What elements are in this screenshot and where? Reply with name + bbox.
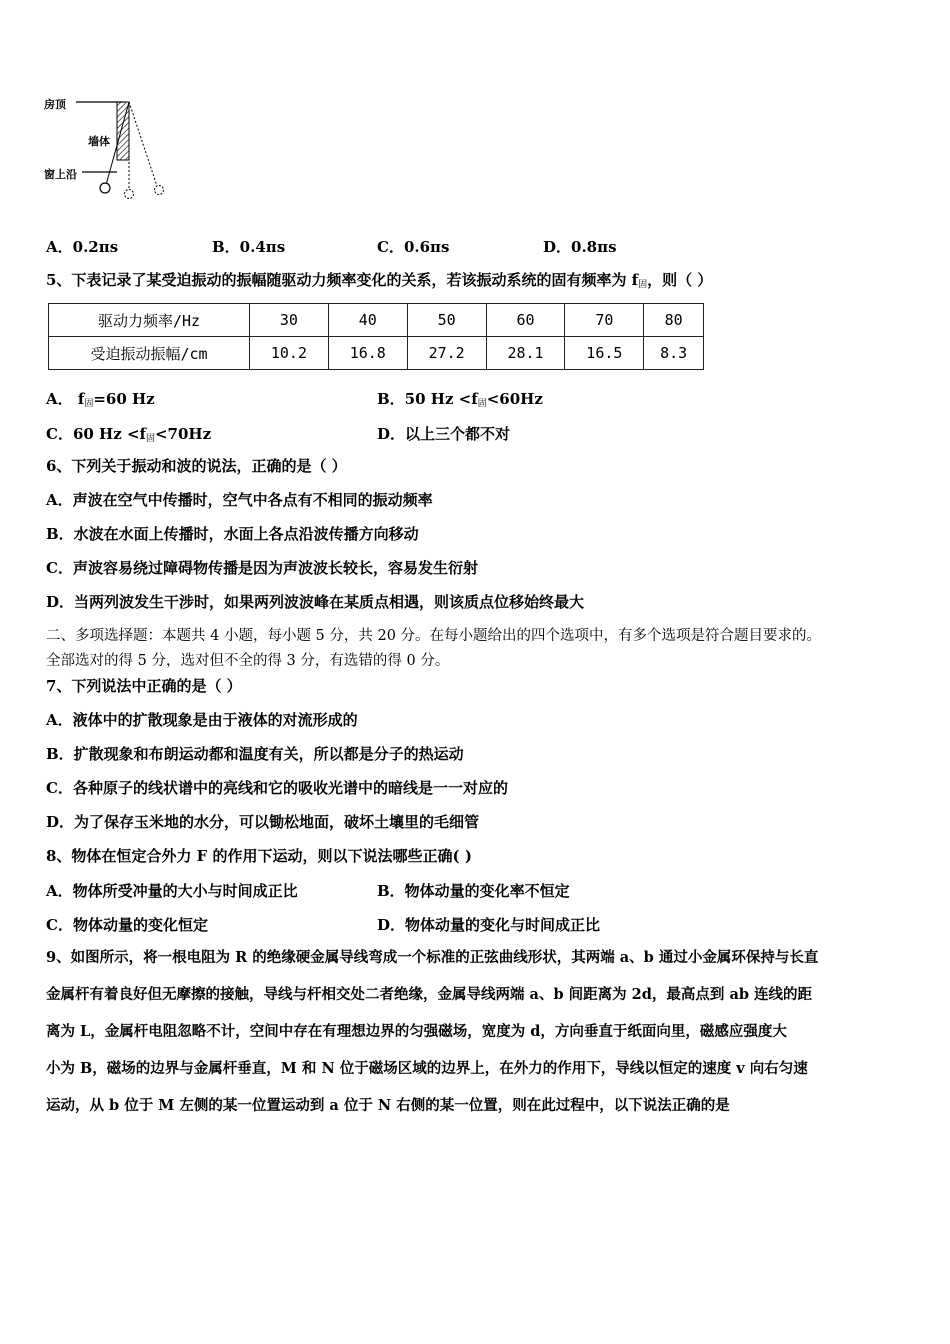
q7-option-b: B．扩散现象和布朗运动都和温度有关，所以都是分子的热运动: [46, 745, 464, 763]
q6-option-d: D．当两列波发生干涉时，如果两列波波峰在某质点相遇，则该质点位移始终最大: [46, 593, 585, 611]
q7-option-d: D．为了保存玉米地的水分，可以锄松地面，破坏土壤里的毛细管: [46, 813, 480, 831]
table-cell: 60: [486, 304, 565, 337]
q9-line-4: 小为 B，磁场的边界与金属杆垂直，M 和 N 位于磁场区域的边界上，在外力的作用下，导线以恒定的速度 v 向右匀速: [46, 1060, 808, 1077]
q4-option-a: A．0.2πs: [46, 238, 119, 256]
wall: [117, 102, 129, 160]
q9-line-2: 金属杆有着良好但无摩擦的接触，导线与杆相交处二者绝缘，金属导线两端 a、b 间距离为 2d，最高点到 ab 连线的距: [46, 986, 813, 1003]
table-cell: 8.3: [644, 337, 704, 370]
table-cell: 10.2: [250, 337, 329, 370]
table-header-amplitude: 受迫振动振幅/cm: [49, 337, 250, 370]
pendulum-figure: [40, 92, 180, 207]
q8-option-a: A．物体所受冲量的大小与时间成正比: [46, 882, 298, 900]
pendulum-bob: [100, 183, 110, 193]
q5-option-c: C．60 $Hz <f_固<70Hz$: [46, 425, 212, 444]
table-cell: 70: [565, 304, 644, 337]
pendulum-string-dashed-2: [129, 102, 157, 186]
table-cell: 40: [328, 304, 407, 337]
q4-option-c: C．0.6πs: [377, 238, 450, 256]
q9-line-1: 9、如图所示，将一根电阻为 R 的绝缘硬金属导线弯成一个标准的正弦曲线形状，其两端 a、b 通过小金属环保持与长直: [46, 949, 819, 966]
table-cell: 16.8: [328, 337, 407, 370]
section2-heading-line1: 二、多项选择题：本题共 4 小题，每小题 5 分，共 20 分。在每小题给出的四个选项中，有多个选项是符合题目要求的。: [46, 628, 822, 644]
label-roof: 房顶: [44, 98, 66, 111]
q6-stem: 6、下列关于振动和波的说法，正确的是（ ）: [46, 457, 347, 475]
q5-option-b: B．50 $Hz <f_固<60Hz$: [377, 390, 543, 409]
q8-option-d: D．物体动量的变化与时间成正比: [377, 916, 601, 934]
table-cell: 80: [644, 304, 704, 337]
q4-option-b: B．0.4πs: [212, 238, 286, 256]
table-cell: 50: [407, 304, 486, 337]
label-wall: 墙体: [88, 135, 110, 148]
q8-stem: 8、物体在恒定合外力 F 的作用下运动，则以下说法哪些正确( ): [46, 847, 472, 865]
q8-option-c: C．物体动量的变化恒定: [46, 916, 208, 934]
pendulum-bob-dashed-1: [125, 190, 134, 199]
q9-line-3: 离为 L，金属杆电阻忽略不计，空间中存在有理想边界的匀强磁场，宽度为 d，方向垂直于纸面向里，磁感应强度大: [46, 1023, 787, 1040]
table-cell: 30: [250, 304, 329, 337]
q6-option-a: A．声波在空气中传播时，空气中各点有不相同的振动频率: [46, 491, 433, 509]
q4-option-d: D．0.8πs: [543, 238, 617, 256]
q7-stem: 7、下列说法中正确的是（ ）: [46, 677, 242, 695]
q6-option-b: B．水波在水面上传播时，水面上各点沿波传播方向移动: [46, 525, 419, 543]
q6-option-c: C．声波容易绕过障碍物传播是因为声波波长较长，容易发生衍射: [46, 559, 478, 577]
q7-option-c: C．各种原子的线状谱中的亮线和它的吸收光谱中的暗线是一一对应的: [46, 779, 508, 797]
table-cell: 28.1: [486, 337, 565, 370]
q7-option-a: A．液体中的扩散现象是由于液体的对流形成的: [46, 711, 358, 729]
table-header-frequency: 驱动力频率/Hz: [49, 304, 250, 337]
pendulum-bob-dashed-2: [155, 186, 164, 195]
q5-option-a: A． $f_固=60$ Hz: [46, 390, 155, 409]
section2-heading-line2: 全部选对的得 5 分，选对但不全的得 3 分，有选错的得 0 分。: [46, 653, 450, 669]
q8-option-b: B．物体动量的变化率不恒定: [377, 882, 570, 900]
q5-stem: 5、下表记录了某受迫振动的振幅随驱动力频率变化的关系，若该振动系统的固有频率为 $f_固$，则（ ）: [46, 271, 713, 290]
q5-option-d: D．以上三个都不对: [377, 425, 511, 443]
frequency-amplitude-table: [48, 303, 704, 370]
table-row: [49, 337, 704, 370]
q9-line-5: 运动，从 b 位于 M 左侧的某一位置运动到 a 位于 N 右侧的某一位置，则在此过程中，以下说法正确的是: [46, 1097, 730, 1114]
table-cell: 16.5: [565, 337, 644, 370]
label-window: 窗上沿: [44, 168, 77, 181]
table-cell: 27.2: [407, 337, 486, 370]
table-row: [49, 304, 704, 337]
